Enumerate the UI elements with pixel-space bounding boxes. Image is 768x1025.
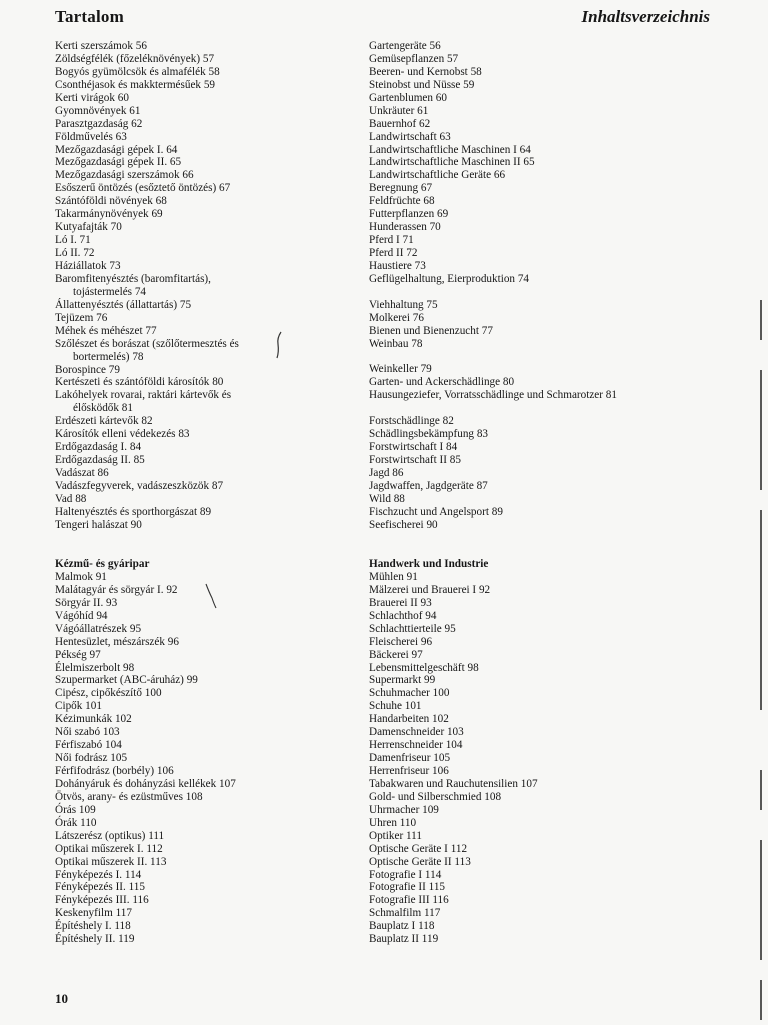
toc-entry: Vágóállatrészek 95 <box>55 622 142 635</box>
toc-entry <box>55 428 375 441</box>
toc-entry-text: Borospince 79 <box>55 363 120 376</box>
toc-entry <box>369 40 749 53</box>
toc-entry-text: Vad 88 <box>55 492 87 505</box>
toc-entry: Optische Geräte I 112 <box>369 842 468 855</box>
toc-right-top-column <box>369 40 749 532</box>
toc-entry <box>369 118 749 131</box>
toc-entry-text: Pferd I 71 <box>369 234 414 247</box>
toc-entry: Fényképezés III. 116 <box>55 894 149 907</box>
toc-entry-text: Kertészeti és szántóföldi károsítók 80 <box>55 376 224 389</box>
toc-entry: Bauplatz I 118 <box>369 920 435 933</box>
toc-entry-text: Kerti szerszámok 56 <box>55 40 147 52</box>
toc-entry: Mälzerei und Brauerei I 92 <box>369 583 491 596</box>
toc-entry: Női fodrász 105 <box>55 752 128 765</box>
toc-entry: Bauplatz II 119 <box>369 933 439 946</box>
toc-entry: Építéshely II. 119 <box>55 933 135 946</box>
pencil-mark <box>200 582 218 610</box>
pencil-mark <box>272 330 286 360</box>
toc-entry <box>369 415 749 428</box>
toc-entry-text: Landwirtschaftliche Maschinen II 65 <box>369 156 535 169</box>
toc-entry: Női szabó 103 <box>55 726 120 739</box>
toc-entry: Herrenfriseur 106 <box>369 765 449 777</box>
toc-entry <box>369 156 749 169</box>
toc-entry-text: Forstschädlinge 82 <box>369 415 454 428</box>
toc-entry: Malátagyár és sörgyár I. 92 <box>55 583 178 596</box>
toc-entry <box>369 467 749 480</box>
toc-entry: Lebensmittelgeschäft 98 <box>369 661 479 674</box>
toc-entry-continuation: tojástermelés 74 <box>73 285 147 298</box>
toc-entry-text: Földművelés 63 <box>55 130 127 143</box>
toc-entry-text: Károsítók elleni védekezés 83 <box>55 428 190 441</box>
toc-entry <box>369 195 749 208</box>
toc-entry-text: Haustiere 73 <box>369 259 426 272</box>
toc-entry: Fleischerei 96 <box>369 635 433 648</box>
toc-entry: Mühlen 91 <box>369 570 418 583</box>
toc-entry-text: Hausungeziefer, Vorratsschädlinge und Schmarotzer 81 <box>369 389 617 402</box>
toc-left-top-column <box>55 40 375 532</box>
toc-entry <box>55 415 375 428</box>
toc-entry <box>55 79 375 92</box>
toc-entry <box>369 428 749 441</box>
toc-entry: Sörgyár II. 93 <box>55 596 118 609</box>
toc-entry <box>55 53 375 66</box>
toc-entry <box>55 131 375 144</box>
toc-entry-text: Landwirtschaftliche Maschinen I 64 <box>369 143 531 156</box>
toc-entry <box>55 221 375 234</box>
toc-entry-text: Kerti virágok 60 <box>55 91 129 104</box>
toc-entry: Supermarkt 99 <box>369 674 436 687</box>
toc-entry-text: Állattenyésztés (állattartás) 75 <box>55 298 192 311</box>
toc-entry-continuation: bortermelés) 78 <box>73 350 144 363</box>
toc-entry-text: Vadászat 86 <box>55 467 109 480</box>
toc-entry-text: Forstwirtschaft II 85 <box>369 454 461 466</box>
toc-entry-text: Jagd 86 <box>369 466 404 479</box>
toc-entry-text: Mezőgazdasági gépek I. 64 <box>55 143 178 156</box>
toc-entry: Fotografie III 116 <box>369 894 449 907</box>
toc-entry-text: Beregnung 67 <box>369 182 433 195</box>
toc-entry <box>55 208 375 221</box>
toc-entry-text: Erdészeti kártevők 82 <box>55 415 153 428</box>
toc-entry <box>55 506 375 519</box>
toc-entry-text: Szántóföldi növények 68 <box>55 195 167 208</box>
toc-entry <box>369 79 749 92</box>
toc-entry: Hentesüzlet, mészárszék 96 <box>55 635 179 648</box>
toc-entry: Tabakwaren und Rauchutensilien 107 <box>369 777 538 790</box>
toc-entry: Damenschneider 103 <box>369 726 464 739</box>
toc-entry-text: Forstwirtschaft I 84 <box>369 441 458 454</box>
toc-entry: Dohányáruk és dohányzási kellékek 107 <box>55 777 236 790</box>
toc-entry <box>369 519 749 532</box>
toc-entry <box>369 299 749 312</box>
toc-entry <box>369 182 749 195</box>
toc-entry: Optikai műszerek II. 113 <box>55 855 167 868</box>
section-heading-german: Handwerk und Industrie <box>369 558 489 570</box>
toc-entry-text: Bauernhof 62 <box>369 117 431 130</box>
toc-entry-text: Gartengeräte 56 <box>369 40 441 52</box>
toc-entry: Schmalfilm 117 <box>369 907 441 920</box>
toc-entry-text: Pferd II 72 <box>369 247 418 259</box>
spacer <box>369 351 749 364</box>
toc-entry-text: Vadászfegyverek, vadászeszközök 87 <box>55 479 224 492</box>
page-edge-line <box>760 300 762 1020</box>
toc-entry-text: Ló I. 71 <box>55 234 91 247</box>
toc-entry: Fotografie I 114 <box>369 868 442 881</box>
toc-entry: Schlachttierteile 95 <box>369 622 456 635</box>
toc-entry-text: Weinkeller 79 <box>369 363 432 376</box>
toc-entry <box>369 441 749 454</box>
toc-entry <box>369 92 749 105</box>
toc-entry <box>369 506 749 519</box>
toc-entry: Cipész, cipőkészítő 100 <box>55 687 162 700</box>
toc-entry: Optische Geräte II 113 <box>369 855 471 868</box>
toc-entry: Gold- und Silberschmied 108 <box>369 790 502 803</box>
toc-entry-text: Geflügelhaltung, Eierproduktion 74 <box>369 272 530 285</box>
toc-entry-text: Futterpflanzen 69 <box>369 208 449 221</box>
toc-entry-text: Tejüzem 76 <box>55 311 108 324</box>
toc-entry <box>369 312 749 325</box>
toc-entry <box>55 156 375 169</box>
page-number: 10 <box>55 991 68 1006</box>
toc-entry-text: Landwirtschaftliche Geräte 66 <box>369 169 506 182</box>
toc-entry: Bäckerei 97 <box>369 648 423 661</box>
toc-entry-text: Takarmánynövények 69 <box>55 208 163 221</box>
toc-entry <box>55 195 375 208</box>
toc-entry <box>369 260 749 273</box>
toc-entry-text: Haltenyésztés és sporthorgászat 89 <box>55 505 212 518</box>
toc-entry <box>55 480 375 493</box>
header-title-hungarian: Tartalom <box>55 7 124 26</box>
toc-entry: Építéshely I. 118 <box>55 920 131 933</box>
toc-entry: Fotografie II 115 <box>369 881 446 894</box>
toc-entry: Schuhmacher 100 <box>369 687 450 700</box>
toc-entry: Kézimunkák 102 <box>55 713 132 726</box>
toc-entry <box>55 325 375 338</box>
toc-entry: Férfiszabó 104 <box>55 739 122 752</box>
toc-entry: Keskenyfilm 117 <box>55 907 132 920</box>
toc-entry <box>55 467 375 480</box>
toc-entry <box>55 92 375 105</box>
toc-right-bottom-column <box>369 558 749 946</box>
toc-left-bottom-column <box>55 558 375 946</box>
toc-entry: Damenfriseur 105 <box>369 752 451 765</box>
toc-entry <box>369 480 749 493</box>
toc-entry-text: Baromfitenyésztés (baromfitartás), <box>55 272 211 285</box>
toc-entry-text: Bienen und Bienenzucht 77 <box>369 324 493 337</box>
toc-entry-continuation: élősködők 81 <box>73 402 133 415</box>
toc-entry <box>55 144 375 157</box>
toc-entry <box>369 105 749 118</box>
toc-entry <box>55 312 375 325</box>
toc-entry <box>55 441 375 454</box>
header-title-german: Inhaltsverzeichnis <box>581 7 710 26</box>
toc-entry: Schuhe 101 <box>369 700 422 713</box>
toc-entry <box>369 53 749 66</box>
toc-entry-text: Molkerei 76 <box>369 311 424 324</box>
toc-entry: Uhrmacher 109 <box>369 803 439 816</box>
toc-entry: Optiker 111 <box>369 829 422 842</box>
toc-entry-text: Erdőgazdaság I. 84 <box>55 441 142 454</box>
toc-entry-text: Parasztgazdaság 62 <box>55 117 143 130</box>
toc-entry-text: Viehhaltung 75 <box>369 298 438 311</box>
toc-entry: Órák 110 <box>55 816 97 829</box>
toc-entry: Látszerész (optikus) 111 <box>55 829 165 842</box>
toc-entry-text: Landwirtschaft 63 <box>369 130 451 143</box>
toc-entry <box>55 338 375 364</box>
toc-entry <box>55 519 375 532</box>
toc-entry <box>55 273 375 299</box>
toc-entry-text: Csonthéjasok és makktermésűek 59 <box>55 78 216 91</box>
toc-entry-text: Kutyafajták 70 <box>55 221 122 234</box>
toc-entry: Malmok 91 <box>55 570 107 583</box>
toc-entry <box>369 221 749 234</box>
toc-entry: Cipők 101 <box>55 700 102 713</box>
toc-entry: Schlachthof 94 <box>369 609 437 622</box>
toc-entry: Handarbeiten 102 <box>369 713 449 726</box>
toc-entry-text: Lakóhelyek rovarai, raktári kártevők és <box>55 389 232 402</box>
toc-entry-text: Ló II. 72 <box>55 247 95 259</box>
toc-entry-text: Unkräuter 61 <box>369 104 429 117</box>
toc-entry: Szupermarket (ABC-áruház) 99 <box>55 674 198 687</box>
toc-entry-text: Seefischerei 90 <box>369 518 438 531</box>
toc-entry-text: Wild 88 <box>369 492 405 505</box>
toc-entry <box>369 338 749 351</box>
toc-entry <box>369 454 749 467</box>
toc-entry <box>369 247 749 260</box>
toc-entry <box>55 105 375 118</box>
toc-entry <box>55 299 375 312</box>
spacer <box>369 402 749 415</box>
toc-entry <box>369 273 749 286</box>
toc-entry-text: Tengeri halászat 90 <box>55 518 142 531</box>
toc-entry <box>369 144 749 157</box>
toc-entry <box>369 389 749 402</box>
toc-entry: Herrenschneider 104 <box>369 739 463 752</box>
toc-entry: Fényképezés II. 115 <box>55 881 145 894</box>
toc-entry: Pékség 97 <box>55 648 101 661</box>
toc-entry <box>55 247 375 260</box>
toc-entry <box>369 376 749 389</box>
toc-entry <box>55 376 375 389</box>
toc-entry <box>369 66 749 79</box>
toc-entry: Fényképezés I. 114 <box>55 868 142 881</box>
toc-entry-text: Mezőgazdasági szerszámok 66 <box>55 169 194 182</box>
spacer <box>369 286 749 299</box>
toc-entry-text: Jagdwaffen, Jagdgeräte 87 <box>369 479 488 492</box>
toc-entry <box>369 234 749 247</box>
toc-entry <box>369 169 749 182</box>
toc-entry <box>55 389 375 415</box>
toc-entry: Vágóhíd 94 <box>55 609 108 622</box>
toc-entry-text: Esőszerű öntözés (esőztető öntözés) 67 <box>55 182 231 195</box>
toc-entry <box>55 66 375 79</box>
toc-entry-text: Garten- und Ackerschädlinge 80 <box>369 376 515 389</box>
toc-entry-text: Schädlingsbekämpfung 83 <box>369 428 489 441</box>
toc-entry <box>369 363 749 376</box>
section-heading-hungarian: Kézmű- és gyáripar <box>55 558 150 570</box>
toc-entry: Órás 109 <box>55 803 96 816</box>
toc-entry-text: Bogyós gyümölcsök és almafélék 58 <box>55 65 220 78</box>
toc-entry-text: Gyomnövények 61 <box>55 104 141 117</box>
toc-entry <box>55 364 375 377</box>
toc-entry <box>369 325 749 338</box>
toc-entry-text: Steinobst und Nüsse 59 <box>369 78 475 91</box>
toc-entry-text: Feldfrüchte 68 <box>369 195 435 208</box>
toc-entry <box>369 131 749 144</box>
toc-entry <box>55 40 375 53</box>
toc-entry <box>55 182 375 195</box>
toc-entry-text: Háziállatok 73 <box>55 259 121 272</box>
toc-entry-text: Fischzucht und Angelsport 89 <box>369 505 503 518</box>
toc-entry-text: Mezőgazdasági gépek II. 65 <box>55 156 182 169</box>
toc-entry: Uhren 110 <box>369 816 417 829</box>
toc-entry <box>55 260 375 273</box>
toc-entry-text: Zöldségfélék (főzeléknövények) 57 <box>55 52 215 65</box>
toc-entry-text: Hunderassen 70 <box>369 221 441 234</box>
toc-entry-text: Gartenblumen 60 <box>369 91 447 104</box>
toc-entry: Optikai műszerek I. 112 <box>55 842 163 855</box>
toc-entry: Élelmiszerbolt 98 <box>55 661 135 674</box>
toc-entry-text: Beeren- und Kernobst 58 <box>369 65 482 78</box>
toc-entry-text: Weinbau 78 <box>369 337 423 350</box>
toc-entry <box>369 493 749 506</box>
toc-entry <box>55 118 375 131</box>
toc-entry <box>55 234 375 247</box>
toc-entry-text: Szőlészet és borászat (szőlőtermesztés és <box>55 337 239 350</box>
toc-entry: Ötvös, arany- és ezüstműves 108 <box>55 790 203 803</box>
toc-entry-text: Gemüsepflanzen 57 <box>369 52 459 65</box>
toc-entry-text: Méhek és méhészet 77 <box>55 324 157 337</box>
toc-entry <box>55 454 375 467</box>
toc-entry <box>369 208 749 221</box>
toc-entry <box>55 493 375 506</box>
toc-entry: Férfifodrász (borbély) 106 <box>55 765 174 777</box>
toc-entry <box>55 169 375 182</box>
toc-entry: Brauerei II 93 <box>369 596 432 609</box>
toc-entry-text: Erdőgazdaság II. 85 <box>55 454 145 467</box>
